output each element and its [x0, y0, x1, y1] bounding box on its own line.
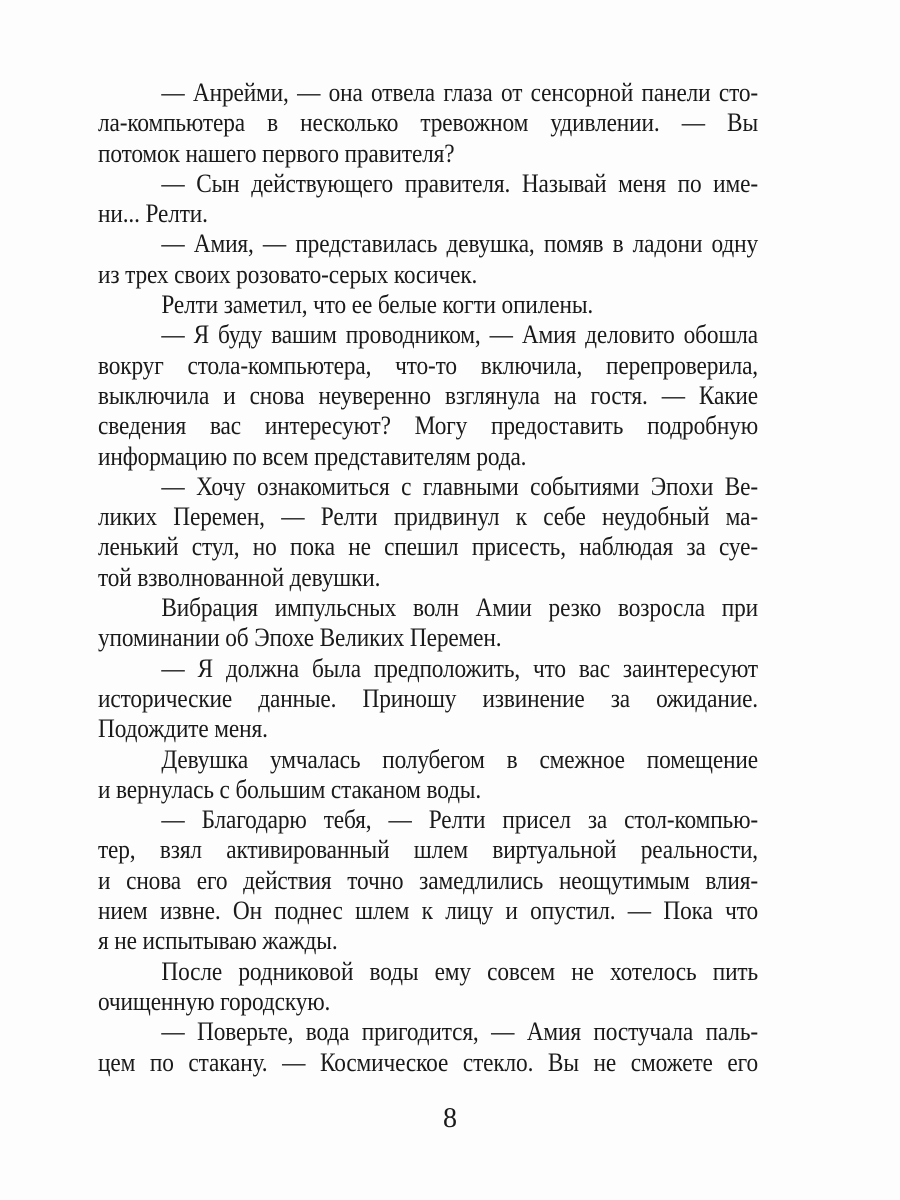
text-line: — Я буду вашим проводником, — Амия деловито обошла — [161, 319, 759, 350]
paragraph — [98, 319, 758, 470]
text-line: исторические данные. Приношу извинение за ожидание. — [98, 682, 758, 713]
text-line: выключила и снова неуверенно взглянула на гостя. — Какие — [98, 379, 758, 410]
text-line: я не испытываю жажды. — [98, 925, 338, 956]
text-line: вокруг стола-компьютера, что-то включила, перепроверила, — [98, 349, 758, 380]
paragraph — [98, 228, 758, 289]
paragraph — [98, 592, 758, 653]
paragraph — [98, 744, 758, 805]
text-line: ла-компьютера в несколько тревожном удивлении. — Вы — [98, 107, 758, 138]
text-line: — Хочу ознакомиться с главными событиями Эпохи Ве- — [161, 470, 759, 501]
text-line: цем по стакану. — Космическое стекло. Вы не сможете его — [98, 1046, 758, 1077]
text-line: — Анрейми, — она отвела глаза от сенсорной панели сто- — [161, 77, 759, 107]
page-number: 8 — [443, 1103, 457, 1134]
text-line: и вернулась с большим стаканом воды. — [98, 773, 482, 804]
paragraph — [98, 653, 758, 744]
paragraph — [98, 956, 758, 1017]
text-line: — Амия, — представилась девушка, помяв в ладони одну — [161, 228, 759, 259]
text-line: — Благодарю тебя, — Релти присел за стол-компью- — [161, 804, 759, 835]
text-line: из трех своих розовато-серых косичек. — [98, 258, 478, 289]
text-line: потомок нашего первого правителя? — [98, 137, 455, 168]
paragraph — [98, 1016, 758, 1077]
text-line: — Поверьте, вода пригодится, — Амия постучала паль- — [161, 1016, 759, 1047]
page-text — [98, 77, 758, 1077]
text-line: той взволнованной девушки. — [98, 561, 381, 592]
text-line: Девушка умчалась полубегом в смежное помещение — [161, 743, 759, 774]
text-line: Подождите меня. — [98, 713, 268, 744]
paragraph — [98, 289, 758, 319]
paragraph — [98, 804, 758, 955]
text-line: ленький стул, но пока не спешил присесть, наблюдая за суе- — [98, 531, 758, 562]
text-line: ликих Перемен, — Релти придвинул к себе неудобный ма- — [98, 501, 758, 532]
text-line: нием извне. Он поднес шлем к лицу и опустил. — Пока что — [98, 895, 758, 926]
paragraph — [98, 77, 758, 168]
text-line: Релти заметил, что ее белые когти опилены. — [161, 289, 594, 320]
paragraph — [98, 168, 758, 229]
text-line: — Сын действующего правителя. Называй меня по име- — [161, 167, 759, 198]
text-line: — Я должна была предположить, что вас заинтересуют — [161, 652, 759, 683]
text-line: очищенную городскую. — [98, 985, 331, 1016]
text-line: тер, взял активированный шлем виртуальной реальности, — [98, 834, 758, 865]
text-line: Вибрация импульсных волн Амии резко возросла при — [161, 592, 759, 623]
text-line: ни... Релти. — [98, 198, 208, 229]
text-line: упоминании об Эпохе Великих Перемен. — [98, 622, 502, 653]
text-line: информацию по всем представителям рода. — [98, 440, 527, 471]
paragraph — [98, 471, 758, 592]
text-line: сведения вас интересуют? Могу предоставить подробную — [98, 410, 758, 441]
text-line: и снова его действия точно замедлились неощутимым влия- — [98, 864, 758, 895]
text-line: После родниковой воды ему совсем не хотелось пить — [161, 955, 759, 986]
